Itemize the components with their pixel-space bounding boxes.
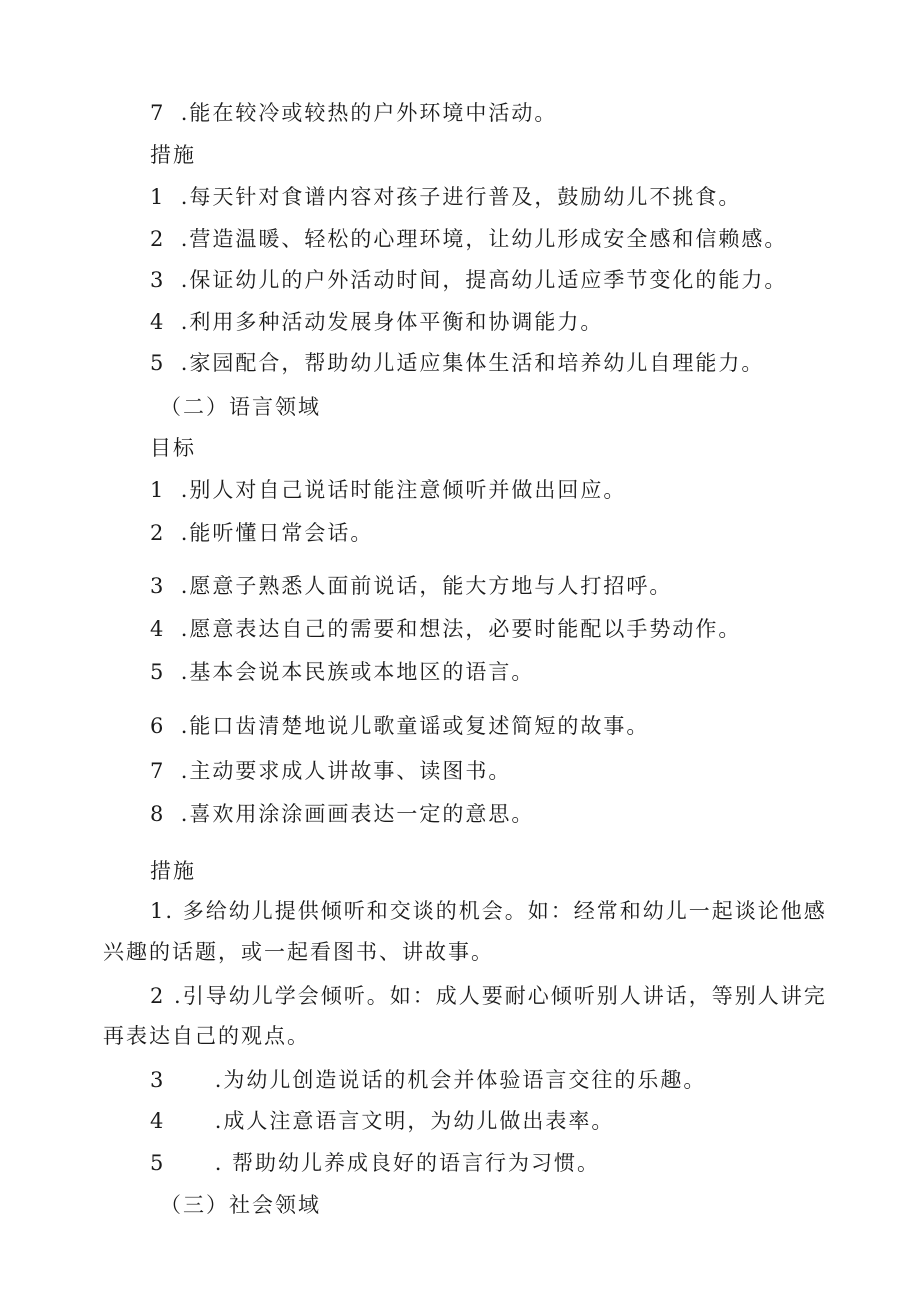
- language-measure-1-line-1: 1. 多给幼儿提供倾听和交谈的机会。如：经常和幼儿一起谈论他感: [150, 899, 827, 923]
- health-measure-3: [150, 266, 787, 294]
- item-text: .基本会说本民族或本地区的语言。: [180, 660, 535, 684]
- language-measure-3: [150, 1066, 706, 1094]
- health-measure-4: [150, 308, 603, 336]
- item-text: .营造温暖、轻松的心理环境，让幼儿形成安全感和信赖感。: [180, 227, 788, 251]
- item-number: 4: [150, 617, 166, 641]
- language-measure-5: [150, 1149, 600, 1177]
- health-measure-5: [150, 349, 764, 377]
- language-goal-3: [150, 572, 672, 600]
- item-text: .每天针对食谱内容对孩子进行普及，鼓励幼儿不挑食。: [180, 185, 742, 209]
- item-number: 2: [150, 521, 166, 545]
- language-measure-4: [150, 1107, 614, 1135]
- health-measure-1: [150, 183, 741, 211]
- social-section-heading: （三）社会领域: [160, 1193, 321, 1217]
- language-goal-1: [150, 476, 626, 504]
- item-number: 5: [150, 351, 166, 375]
- item-text: .利用多种活动发展身体平衡和协调能力。: [180, 310, 604, 334]
- item-text: .喜欢用涂涂画画表达一定的意思。: [180, 802, 535, 826]
- language-goal-2: [150, 519, 373, 547]
- item-number: 5: [150, 1151, 166, 1175]
- item-number: 4: [150, 1109, 166, 1133]
- item-text: .能听懂日常会话。: [180, 521, 374, 545]
- item-text: .主动要求成人讲故事、读图书。: [180, 759, 512, 783]
- item-text: .保证幼儿的户外活动时间，提高幼儿适应季节变化的能力。: [180, 268, 788, 292]
- item-number: 3: [150, 1068, 166, 1092]
- language-section-heading: （二）语言领域: [160, 395, 321, 419]
- language-goal-8: [150, 800, 534, 828]
- language-goals-heading: 目标: [150, 436, 196, 460]
- item-text: .别人对自己说话时能注意倾听并做出回应。: [180, 478, 627, 502]
- item-text: . 帮助幼儿养成良好的语言行为习惯。: [214, 1151, 601, 1175]
- item-number: 5: [150, 660, 166, 684]
- language-measures-heading: 措施: [150, 859, 196, 883]
- item-text: .为幼儿创造说话的机会并体验语言交往的乐趣。: [214, 1068, 707, 1092]
- item-number: 3: [150, 268, 166, 292]
- health-goal-7: [150, 99, 557, 127]
- item-number: 7: [150, 759, 166, 783]
- language-goal-5: [150, 658, 534, 686]
- language-goal-4: [150, 615, 741, 643]
- item-number: 7: [150, 101, 166, 125]
- item-text: .家园配合，帮助幼儿适应集体生活和培养幼儿自理能力。: [180, 351, 765, 375]
- item-text: .能在较冷或较热的户外环境中活动。: [180, 101, 558, 125]
- item-number: 1: [150, 185, 166, 209]
- health-measure-2: [150, 225, 787, 253]
- item-number: 6: [150, 714, 166, 738]
- item-text: .成人注意语言文明，为幼儿做出表率。: [214, 1109, 615, 1133]
- language-goal-6: [150, 712, 649, 740]
- language-goal-7: [150, 757, 511, 785]
- language-measure-1-line-2: 兴趣的话题，或一起看图书、讲故事。: [103, 940, 494, 964]
- item-text: .能口齿清楚地说儿歌童谣或复述简短的故事。: [180, 714, 650, 738]
- item-number: 4: [150, 310, 166, 334]
- item-number: 3: [150, 574, 166, 598]
- health-measures-heading: 措施: [150, 143, 196, 167]
- item-number: 2: [150, 227, 166, 251]
- language-measure-2-line-2: 再表达自己的观点。: [103, 1024, 310, 1048]
- item-number: 1: [150, 478, 166, 502]
- item-number: 8: [150, 802, 166, 826]
- item-text: .愿意子熟悉人面前说话，能大方地与人打招呼。: [180, 574, 673, 598]
- item-text: .愿意表达自己的需要和想法，必要时能配以手势动作。: [180, 617, 742, 641]
- language-measure-2-line-1: 2 .引导幼儿学会倾听。如：成人要耐心倾听别人讲话，等别人讲完: [150, 984, 827, 1008]
